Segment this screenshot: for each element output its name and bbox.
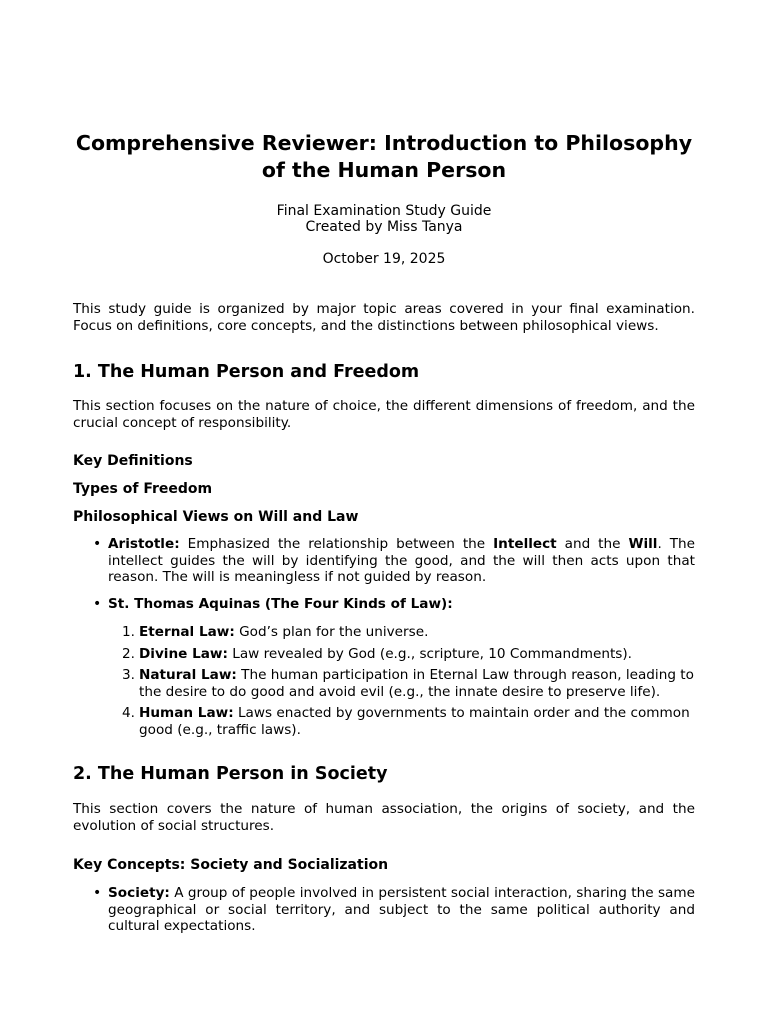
law-item [122, 624, 695, 641]
section-1-intro: This section focuses on the nature of choice, the different dimensions of freedom, and the crucial concept of responsibility. [73, 398, 695, 431]
subheading-key-concepts: Key Concepts: Society and Socialization [73, 857, 389, 873]
law-text: Law revealed by God (e.g., scripture, 10 Commandments). [232, 646, 632, 662]
law-term: Human Law: [139, 705, 234, 721]
law-term: Eternal Law: [139, 624, 235, 640]
term-society: Society: [108, 885, 170, 901]
law-item [122, 705, 695, 738]
bullet-society [108, 885, 695, 935]
law-item [122, 646, 695, 663]
document-intro: This study guide is organized by major topic areas covered in your final examination. Focus on definitions, core concepts, and the distinctions between philosophical views. [73, 301, 695, 334]
law-number: 1. [122, 624, 135, 640]
document-subtitle: Final Examination Study Guide [276, 203, 492, 219]
section-2-intro: This section covers the nature of human association, the origins of society, and the evolution of social structures. [73, 801, 695, 834]
law-number: 3. [122, 667, 135, 683]
bullet-aquinas [108, 596, 695, 613]
law-term: Natural Law: [139, 667, 237, 683]
society-text: A group of people involved in persistent social interaction, sharing the same geographical or social territory, and subject to the same political authority and cultural expectations. [108, 885, 695, 934]
aristotle-text-1: Emphasized the relationship between the [187, 536, 486, 552]
subheading-philosophical-views: Philosophical Views on Will and Law [73, 509, 359, 525]
section-1-heading: 1. The Human Person and Freedom [73, 362, 420, 382]
document-date: October 19, 2025 [322, 251, 446, 267]
bullet-aristotle [108, 536, 695, 586]
law-term: Divine Law: [139, 646, 228, 662]
term-aristotle: Aristotle: [108, 536, 180, 552]
law-number: 4. [122, 705, 135, 721]
term-will: Will [628, 536, 658, 552]
subheading-key-definitions: Key Definitions [73, 453, 193, 469]
document-author: Created by Miss Tanya [305, 219, 463, 235]
section-2-heading: 2. The Human Person in Society [73, 764, 388, 784]
term-intellect: Intellect [493, 536, 557, 552]
document-title: Comprehensive Reviewer: Introduction to Philosophy of the Human Person [75, 131, 693, 182]
law-number: 2. [122, 646, 135, 662]
law-text: God’s plan for the universe. [239, 624, 429, 640]
term-aquinas: St. Thomas Aquinas (The Four Kinds of Law): [108, 596, 453, 612]
aristotle-text-3: . The intellect guides the will by identifying the good, and the will then acts upon that reason. The will is meaningless if not guided by reason. [108, 536, 695, 585]
law-text: Laws enacted by governments to maintain order and the common good (e.g., traffic laws). [139, 705, 690, 738]
subheading-types-of-freedom: Types of Freedom [73, 481, 213, 497]
law-text: The human participation in Eternal Law through reason, leading to the desire to do good and avoid evil (e.g., the innate desire to preserve life). [139, 667, 694, 700]
aristotle-text-2: and the [564, 536, 621, 552]
law-item [122, 667, 695, 700]
